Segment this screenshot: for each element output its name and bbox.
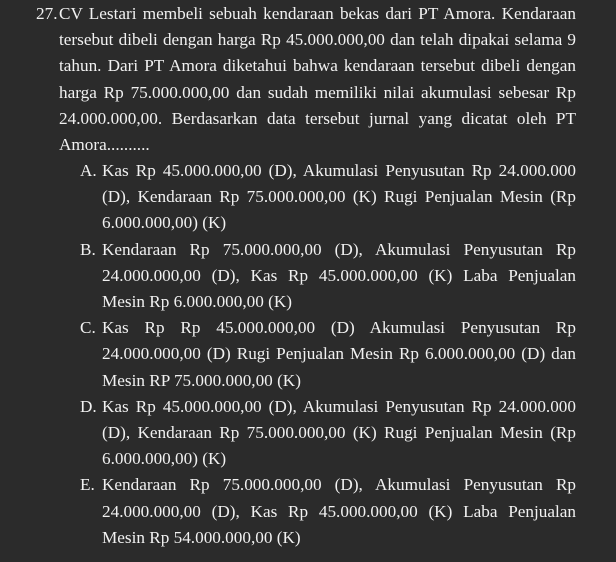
option-text: Kas Rp Rp 45.000.000,00 (D) Akumulasi Penyusutan Rp 24.000.000,00 (D) Rugi Penjualan Mesin Rp 6.000.000,00 (D) dan Mesin RP 75.000.000,00 (K): [102, 318, 576, 390]
option-text: Kas Rp 45.000.000,00 (D), Akumulasi Penyusutan Rp 24.000.000 (D), Kendaraan Rp 75.000.000,00 (K) Rugi Penjualan Mesin (Rp 6.000.000,00) (K): [102, 161, 576, 233]
option-a[interactable]: [80, 158, 576, 237]
question-number: 27.: [36, 4, 58, 23]
option-text: Kas Rp 45.000.000,00 (D), Akumulasi Penyusutan Rp 24.000.000 (D), Kendaraan Rp 75.000.000,00 (K) Rugi Penjualan Mesin (Rp 6.000.000,00) (K): [102, 396, 576, 469]
option-c[interactable]: [80, 315, 576, 394]
option-letter: E.: [80, 475, 95, 495]
option-e[interactable]: [80, 472, 576, 551]
answer-options: [80, 158, 576, 551]
option-letter: B.: [80, 239, 96, 259]
option-text: Kendaraan Rp 75.000.000,00 (D), Akumulasi Penyusutan Rp 24.000.000,00 (D), Kas Rp 45.000.000,00 (K) Laba Penjualan Mesin Rp 6.000.000,00 (K): [102, 239, 576, 312]
option-letter: C.: [80, 318, 96, 338]
option-d[interactable]: [80, 394, 576, 473]
question-text: CV Lestari membeli sebuah kendaraan bekas dari PT Amora. Kendaraan tersebut dibeli dengan harga Rp 45.000.000,00 dan telah dipakai selama 9 tahun. Dari PT Amora diketahui bahwa kendaraan tersebut dibeli dengan harga Rp 75.000.000,00 dan sudah memiliki nilai akumulasi sebesar Rp 24.000.000,00. Berdasarkan data tersebut jurnal yang dicatat oleh PT Amora..........: [59, 4, 576, 155]
option-b[interactable]: [80, 237, 576, 316]
option-text: Kendaraan Rp 75.000.000,00 (D), Akumulasi Penyusutan Rp 24.000.000,00 (D), Kas Rp 45.000.000,00 (K) Laba Penjualan Mesin Rp 54.000.000,00 (K): [102, 475, 576, 547]
question: [36, 1, 576, 158]
option-letter: D.: [80, 396, 97, 416]
option-letter: A.: [80, 161, 97, 180]
